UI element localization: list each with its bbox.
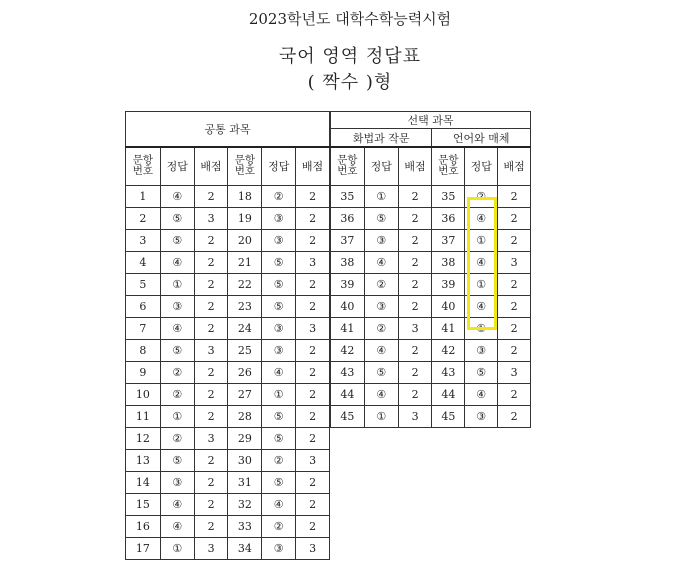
- question-number: 36: [432, 207, 465, 229]
- points-cell: 2: [194, 185, 228, 207]
- points-cell: 2: [498, 295, 531, 317]
- col-header-points: 배점: [398, 147, 432, 185]
- answer-cell: ②: [262, 449, 296, 471]
- points-cell: 2: [498, 273, 531, 295]
- common-table-row: [126, 383, 330, 405]
- points-cell: 2: [194, 229, 228, 251]
- answer-cell: ②: [364, 273, 398, 295]
- points-cell: 2: [398, 251, 432, 273]
- answer-cell: ③: [262, 339, 296, 361]
- question-number: 8: [126, 339, 161, 361]
- points-cell: 2: [194, 515, 228, 537]
- question-number: 32: [228, 493, 262, 515]
- answer-cell: ③: [262, 207, 296, 229]
- question-number: 16: [126, 515, 161, 537]
- question-number: 14: [126, 471, 161, 493]
- question-number: 37: [331, 229, 365, 251]
- question-number: 45: [432, 405, 465, 427]
- question-number: 21: [228, 251, 262, 273]
- points-cell: 2: [194, 493, 228, 515]
- col-header-points: 배점: [498, 147, 531, 185]
- question-number: 38: [331, 251, 365, 273]
- col-header-num: 문항 번호: [126, 147, 161, 185]
- points-cell: 2: [194, 383, 228, 405]
- common-table-row: [126, 471, 330, 493]
- highlight-box: [467, 197, 497, 330]
- question-number: 10: [126, 383, 161, 405]
- question-number: 41: [331, 317, 365, 339]
- points-cell: 3: [296, 449, 330, 471]
- points-cell: 2: [296, 207, 330, 229]
- col-header-answer: 정답: [160, 147, 194, 185]
- question-number: 6: [126, 295, 161, 317]
- question-number: 42: [432, 339, 465, 361]
- points-cell: 2: [498, 207, 531, 229]
- answer-cell: ④: [262, 493, 296, 515]
- answer-cell: ③: [262, 537, 296, 559]
- points-cell: 3: [194, 207, 228, 229]
- points-cell: 2: [498, 185, 531, 207]
- points-cell: 2: [296, 515, 330, 537]
- points-cell: 3: [498, 251, 531, 273]
- common-table-row: [126, 251, 330, 273]
- question-number: 25: [228, 339, 262, 361]
- question-number: 18: [228, 185, 262, 207]
- points-cell: 2: [498, 405, 531, 427]
- points-cell: 2: [398, 339, 432, 361]
- points-cell: 2: [296, 493, 330, 515]
- common-table-row: [126, 493, 330, 515]
- elective-table-row: [331, 295, 531, 317]
- question-number: 1: [126, 185, 161, 207]
- question-number: 35: [331, 185, 365, 207]
- answer-cell: ③: [465, 339, 498, 361]
- points-cell: 3: [296, 537, 330, 559]
- question-number: 4: [126, 251, 161, 273]
- question-number: 42: [331, 339, 365, 361]
- question-number: 31: [228, 471, 262, 493]
- question-number: 44: [331, 383, 365, 405]
- answer-cell: ④: [465, 251, 498, 273]
- points-cell: 2: [194, 449, 228, 471]
- points-cell: 2: [398, 295, 432, 317]
- common-table-row: [126, 449, 330, 471]
- points-cell: 2: [398, 361, 432, 383]
- elective-a-header: 화법과 작문: [331, 129, 432, 148]
- question-number: 41: [432, 317, 465, 339]
- elective-subject-table: [330, 111, 531, 428]
- question-number: 5: [126, 273, 161, 295]
- answer-cell: ②: [262, 515, 296, 537]
- question-number: 38: [432, 251, 465, 273]
- answer-cell: ④: [364, 339, 398, 361]
- points-cell: 2: [296, 405, 330, 427]
- common-subject-table: [125, 111, 330, 560]
- points-cell: 2: [194, 405, 228, 427]
- question-number: 2: [126, 207, 161, 229]
- common-table-row: [126, 185, 330, 207]
- points-cell: 2: [498, 383, 531, 405]
- points-cell: 2: [398, 229, 432, 251]
- col-header-answer: 정답: [364, 147, 398, 185]
- col-header-num: 문항 번호: [331, 147, 365, 185]
- points-cell: 2: [194, 317, 228, 339]
- answer-cell: ⑤: [160, 207, 194, 229]
- points-cell: 2: [398, 185, 432, 207]
- answer-cell: ④: [160, 185, 194, 207]
- points-cell: 2: [296, 339, 330, 361]
- answer-cell: ②: [160, 427, 194, 449]
- elective-table-row: [331, 185, 531, 207]
- points-cell: 2: [194, 295, 228, 317]
- answer-cell: ④: [364, 251, 398, 273]
- answer-cell: ⑤: [364, 361, 398, 383]
- points-cell: 2: [296, 273, 330, 295]
- elective-table-row: [331, 361, 531, 383]
- answer-cell: ④: [262, 361, 296, 383]
- common-table-row: [126, 515, 330, 537]
- answer-cell: ⑤: [262, 273, 296, 295]
- common-table-row: [126, 295, 330, 317]
- question-number: 30: [228, 449, 262, 471]
- points-cell: 3: [194, 339, 228, 361]
- answer-cell: ①: [465, 273, 498, 295]
- question-number: 39: [331, 273, 365, 295]
- points-cell: 3: [296, 251, 330, 273]
- question-number: 44: [432, 383, 465, 405]
- col-header-answer: 정답: [465, 147, 498, 185]
- answer-cell: ④: [465, 383, 498, 405]
- elective-table-row: [331, 405, 531, 427]
- points-cell: 3: [398, 405, 432, 427]
- question-number: 40: [432, 295, 465, 317]
- col-header-points: 배점: [296, 147, 330, 185]
- col-header-num: 문항 번호: [432, 147, 465, 185]
- question-number: 3: [126, 229, 161, 251]
- points-cell: 3: [194, 537, 228, 559]
- answer-cell: ⑤: [465, 361, 498, 383]
- question-number: 43: [331, 361, 365, 383]
- question-number: 7: [126, 317, 161, 339]
- question-number: 36: [331, 207, 365, 229]
- points-cell: 2: [296, 229, 330, 251]
- answer-cell: ⑤: [262, 295, 296, 317]
- points-cell: 2: [296, 361, 330, 383]
- answer-cell: ④: [160, 493, 194, 515]
- answer-cell: ④: [465, 295, 498, 317]
- answer-cell: ④: [160, 317, 194, 339]
- common-table-row: [126, 427, 330, 449]
- form-type: ( 짝수 )형: [307, 72, 393, 93]
- elective-section-header: 선택 과목: [331, 112, 531, 129]
- answer-cell: ②: [262, 185, 296, 207]
- question-number: 11: [126, 405, 161, 427]
- question-number: 40: [331, 295, 365, 317]
- answer-cell: ⑤: [364, 207, 398, 229]
- answer-cell: ②: [465, 185, 498, 207]
- answer-cell: ③: [262, 317, 296, 339]
- answer-cell: ④: [160, 515, 194, 537]
- elective-table-row: [331, 207, 531, 229]
- answer-cell: ⑤: [160, 339, 194, 361]
- question-number: 29: [228, 427, 262, 449]
- question-number: 13: [126, 449, 161, 471]
- answer-cell: ④: [364, 383, 398, 405]
- answer-cell: ②: [160, 361, 194, 383]
- answer-cell: ①: [160, 273, 194, 295]
- points-cell: 2: [398, 207, 432, 229]
- question-number: 27: [228, 383, 262, 405]
- common-table-row: [126, 207, 330, 229]
- answer-cell: ③: [262, 229, 296, 251]
- answer-cell: ①: [364, 185, 398, 207]
- question-number: 35: [432, 185, 465, 207]
- answer-cell: ③: [465, 405, 498, 427]
- common-table-row: [126, 229, 330, 251]
- points-cell: 2: [296, 427, 330, 449]
- common-table-row: [126, 405, 330, 427]
- points-cell: 2: [296, 471, 330, 493]
- answer-cell: ①: [465, 229, 498, 251]
- points-cell: 3: [194, 427, 228, 449]
- answer-cell: ⑤: [262, 427, 296, 449]
- points-cell: 2: [194, 273, 228, 295]
- answer-cell: ①: [160, 537, 194, 559]
- common-table-row: [126, 339, 330, 361]
- question-number: 34: [228, 537, 262, 559]
- common-table-row: [126, 537, 330, 559]
- answer-cell: ①: [160, 405, 194, 427]
- points-cell: 3: [296, 317, 330, 339]
- answer-cell: ⑤: [262, 251, 296, 273]
- question-number: 26: [228, 361, 262, 383]
- answer-cell: ⑤: [262, 471, 296, 493]
- elective-table-row: [331, 273, 531, 295]
- question-number: 45: [331, 405, 365, 427]
- question-number: 22: [228, 273, 262, 295]
- points-cell: 2: [498, 317, 531, 339]
- points-cell: 2: [296, 295, 330, 317]
- points-cell: 3: [398, 317, 432, 339]
- elective-table-row: [331, 251, 531, 273]
- answer-cell: ①: [364, 405, 398, 427]
- question-number: 33: [228, 515, 262, 537]
- points-cell: 2: [498, 229, 531, 251]
- common-table-row: [126, 317, 330, 339]
- question-number: 24: [228, 317, 262, 339]
- common-section-header: 공통 과목: [126, 112, 330, 148]
- elective-b-header: 언어와 매체: [432, 129, 531, 148]
- question-number: 20: [228, 229, 262, 251]
- question-number: 17: [126, 537, 161, 559]
- answer-cell: ③: [364, 229, 398, 251]
- answer-cell: ②: [364, 317, 398, 339]
- question-number: 9: [126, 361, 161, 383]
- question-number: 23: [228, 295, 262, 317]
- answer-cell: ④: [465, 207, 498, 229]
- elective-table-row: [331, 317, 531, 339]
- elective-table-row: [331, 383, 531, 405]
- question-number: 19: [228, 207, 262, 229]
- answer-cell: ①: [465, 317, 498, 339]
- question-number: 43: [432, 361, 465, 383]
- points-cell: 2: [194, 251, 228, 273]
- col-header-answer: 정답: [262, 147, 296, 185]
- answer-cell: ③: [364, 295, 398, 317]
- question-number: 15: [126, 493, 161, 515]
- answer-cell: ④: [160, 251, 194, 273]
- question-number: 37: [432, 229, 465, 251]
- question-number: 28: [228, 405, 262, 427]
- elective-table-row: [331, 339, 531, 361]
- question-number: 39: [432, 273, 465, 295]
- answer-cell: ③: [160, 295, 194, 317]
- points-cell: 3: [498, 361, 531, 383]
- col-header-num: 문항 번호: [228, 147, 262, 185]
- exam-year-line: 2023학년도 대학수학능력시험: [248, 10, 452, 28]
- points-cell: 2: [194, 471, 228, 493]
- answer-cell: ⑤: [160, 229, 194, 251]
- answer-cell: ⑤: [262, 405, 296, 427]
- answer-cell: ⑤: [160, 449, 194, 471]
- points-cell: 2: [194, 361, 228, 383]
- answer-cell: ③: [160, 471, 194, 493]
- common-table-row: [126, 273, 330, 295]
- col-header-points: 배점: [194, 147, 228, 185]
- points-cell: 2: [398, 383, 432, 405]
- elective-table-row: [331, 229, 531, 251]
- answer-cell: ①: [262, 383, 296, 405]
- points-cell: 2: [296, 185, 330, 207]
- answer-cell: ②: [160, 383, 194, 405]
- common-table-row: [126, 361, 330, 383]
- points-cell: 2: [498, 339, 531, 361]
- question-number: 12: [126, 427, 161, 449]
- points-cell: 2: [296, 383, 330, 405]
- points-cell: 2: [398, 273, 432, 295]
- page-title: 국어 영역 정답표: [278, 46, 422, 67]
